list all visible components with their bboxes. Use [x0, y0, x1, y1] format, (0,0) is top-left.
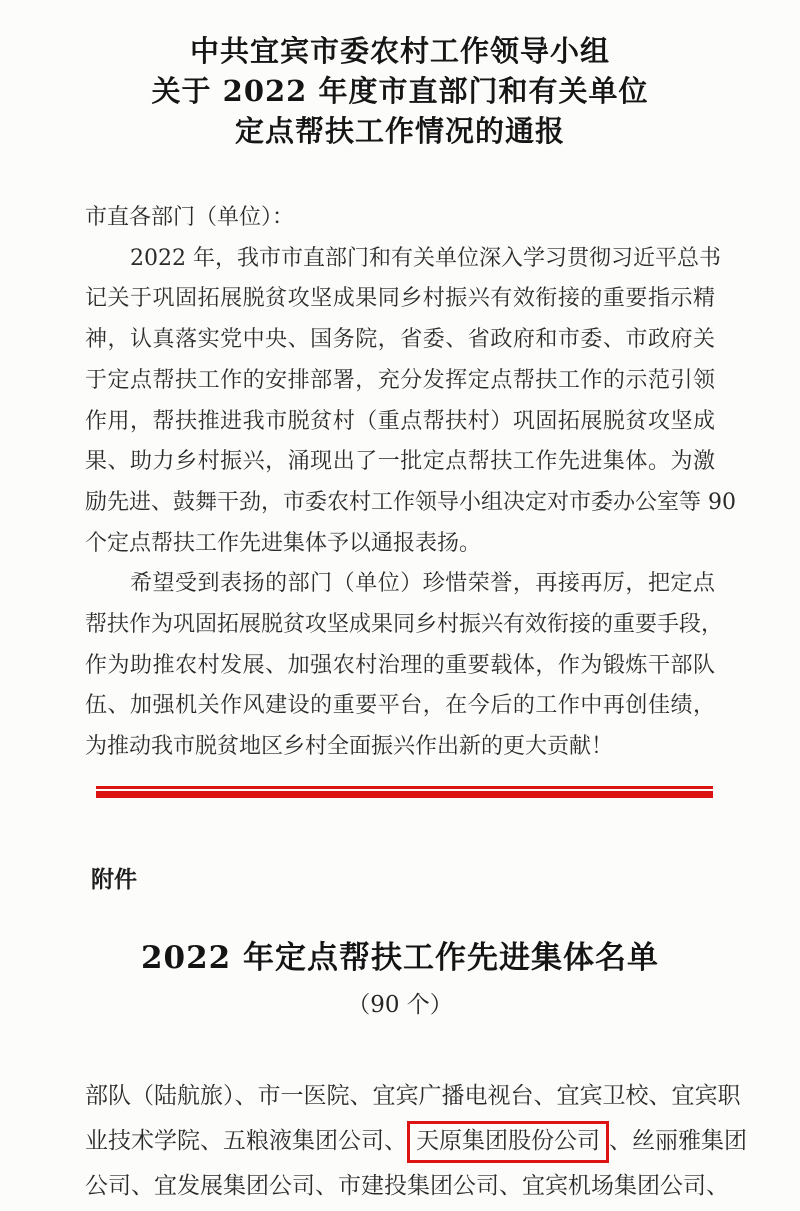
- body-salutation: 市直各部门（单位）：: [85, 205, 295, 230]
- body-line: 2022 年，我市市直部门和有关单位深入学习贯彻习近平总书: [130, 245, 721, 271]
- body-line: 神，认真落实党中央、国务院，省委、省政府和市委、市政府关: [85, 327, 715, 353]
- body-line: 伍、加强机关作风建设的重要平台，在今后的工作中再创佳绩，: [85, 693, 715, 719]
- list-line: 部队（陆航旅）、市一医院、宜宾广播电视台、宜宾卫校、宜宾职: [85, 1083, 741, 1109]
- list-line: [85, 1119, 747, 1164]
- attachment-count: （90 个）: [347, 992, 453, 1018]
- body-line: 为推动我市脱贫地区乡村全面振兴作出新的更大贡献！: [85, 734, 614, 760]
- body-line: 果、助力乡村振兴，涌现出了一批定点帮扶工作先进集体。为激: [85, 449, 715, 475]
- award-list: [85, 1074, 747, 1209]
- highlighted-company: 天原集团股份公司: [407, 1121, 609, 1163]
- body-line: 希望受到表扬的部门（单位）珍惜荣誉，再接再厉，把定点: [130, 571, 715, 597]
- body-line: 作为助推农村发展、加强农村治理的重要载体，作为锻炼干部队: [85, 652, 715, 678]
- title-line-2: 关于 2022 年度市直部门和有关单位: [151, 74, 649, 108]
- list-line: 公司、宜发展集团公司、市建投集团公司、宜宾机场集团公司、: [85, 1173, 729, 1199]
- attachment-label: 附件: [91, 867, 137, 893]
- title-line-3: 定点帮扶工作情况的通报: [234, 114, 565, 148]
- body-line: 帮扶作为巩固拓展脱贫攻坚成果同乡村振兴有效衔接的重要手段，: [85, 612, 724, 638]
- body-line: 作用，帮扶推进我市脱贫村（重点帮扶村）巩固拓展脱贫攻坚成: [85, 408, 715, 434]
- document-title: [85, 31, 715, 151]
- red-divider-line: [96, 786, 713, 798]
- title-line-1: 中共宜宾市委农村工作领导小组: [189, 34, 610, 68]
- document-body: [85, 198, 736, 768]
- body-line: 记关于巩固拓展脱贫攻坚成果同乡村振兴有效衔接的重要指示精: [85, 286, 715, 312]
- body-line: 励先进、鼓舞干劲，市委农村工作领导小组决定对市委办公室等 90: [85, 489, 736, 515]
- body-line: 于定点帮扶工作的安排部署，充分发挥定点帮扶工作的示范引领: [85, 367, 715, 393]
- list-text: 业技术学院、五粮液集团公司、: [85, 1128, 407, 1154]
- list-text: 、丝丽雅集团: [609, 1128, 747, 1154]
- body-line: 个定点帮扶工作先进集体予以通报表扬。: [85, 530, 482, 556]
- attachment-title: 2022 年定点帮扶工作先进集体名单: [140, 940, 660, 976]
